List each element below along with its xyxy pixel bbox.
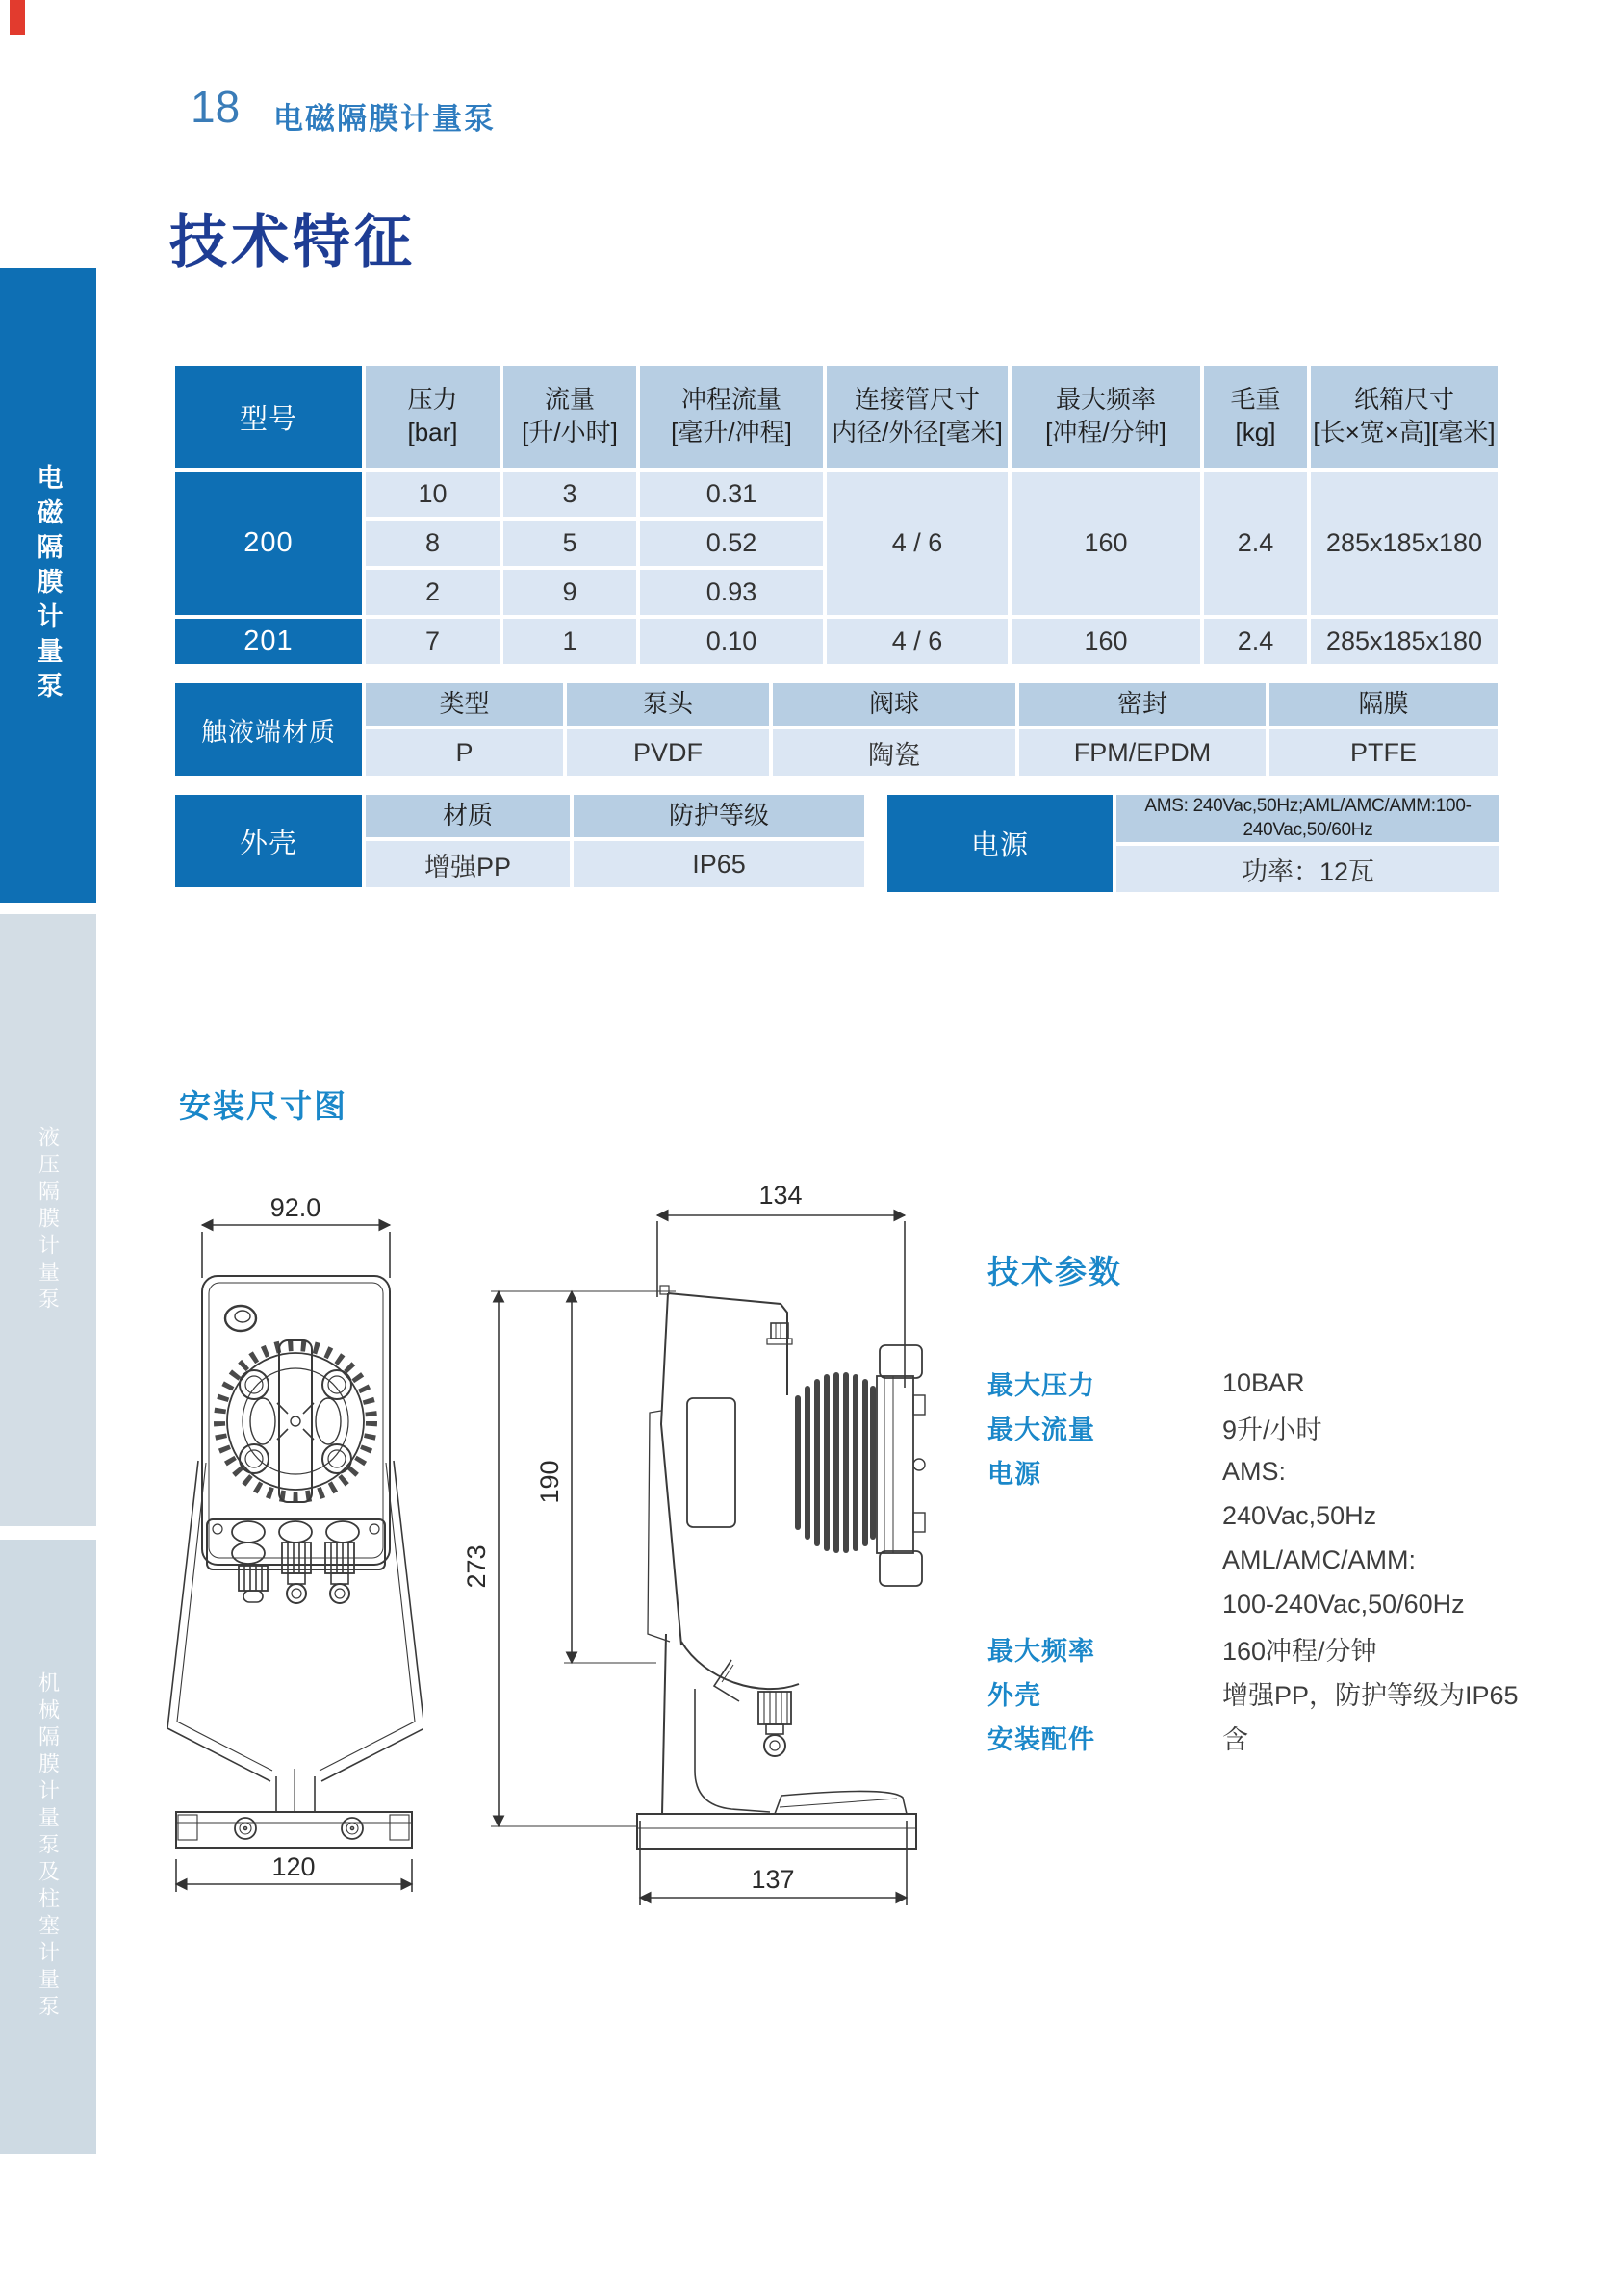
- col-header-carton: 纸箱尺寸 [长×宽×高][毫米]: [1311, 366, 1498, 468]
- param-row: [987, 1715, 1526, 1759]
- sidebar-tab-hydraulic-pump[interactable]: [0, 914, 96, 1526]
- top-knob: [771, 1323, 788, 1339]
- cell-valve-ball: 陶瓷: [773, 729, 1015, 776]
- sidebar-tab-label: 电磁隔膜计量泵: [33, 464, 63, 706]
- param-value: 增强PP，防护等级为IP65: [1222, 1680, 1519, 1710]
- param-value: 10BAR: [1222, 1367, 1305, 1397]
- param-row: [987, 1493, 1526, 1538]
- col-header-pipe-size: 连接管尺寸 内径/外径[毫米]: [827, 366, 1008, 468]
- power-label: 电源: [887, 795, 1113, 892]
- params-section-title: 技术参数: [987, 1254, 1122, 1289]
- cell-flow: 9: [503, 570, 636, 615]
- sidebar-tab-label: 液压隔膜计量泵: [36, 1126, 61, 1314]
- cell-weight: 2.4: [1204, 619, 1307, 664]
- col-header-type: 类型: [366, 683, 563, 726]
- cell-power-spec: AMS: 240Vac,50Hz;AML/AMC/AMM:100-240Vac,50/60Hz: [1116, 795, 1499, 842]
- param-value: AML/AMC/AMM:: [1222, 1544, 1417, 1574]
- dim-label-front-base: 120: [271, 1852, 316, 1881]
- head-clamp: [877, 1376, 913, 1553]
- cell-pressure: 8: [366, 521, 500, 566]
- page-number: 18: [191, 82, 241, 132]
- power-table: [884, 791, 1503, 896]
- cable-gland: [758, 1692, 791, 1756]
- vent-hole: [225, 1306, 256, 1331]
- param-value: 160冲程/分钟: [1222, 1636, 1377, 1666]
- dim-label-height-190: 190: [535, 1460, 564, 1504]
- cell-stroke-flow: 0.93: [640, 570, 823, 615]
- cell-stroke-flow: 0.52: [640, 521, 823, 566]
- cell-frequency: 160: [1012, 619, 1200, 664]
- param-value: 含: [1222, 1724, 1248, 1754]
- col-header-material: 材质: [366, 795, 570, 837]
- housing-label: 外壳: [175, 795, 362, 887]
- front-view-drawing: [135, 1193, 423, 1915]
- param-label: 最大流量: [987, 1415, 1095, 1444]
- table-row: [887, 795, 1499, 842]
- cell-pump-head: PVDF: [567, 729, 769, 776]
- dim-label-side-base: 137: [751, 1865, 795, 1894]
- cell-pressure: 2: [366, 570, 500, 615]
- col-header-protection: 防护等级: [574, 795, 864, 837]
- cell-pressure: 10: [366, 472, 500, 517]
- col-header-stroke-flow: 冲程流量 [毫升/冲程]: [640, 366, 823, 468]
- bracket-wing-left: [167, 1461, 270, 1781]
- param-value: 240Vac,50Hz: [1222, 1500, 1377, 1530]
- table-row: [175, 472, 1498, 517]
- sidebar-tab-label: 机械隔膜计量泵及柱塞计量泵: [36, 1671, 61, 2022]
- bracket-wing-right: [321, 1461, 423, 1781]
- param-label: 最大频率: [987, 1636, 1095, 1666]
- cell-pipe: 4 / 6: [827, 619, 1008, 664]
- dim-label-front-width: 92.0: [269, 1193, 321, 1222]
- spec-header-row: [175, 366, 1498, 468]
- table-row: [175, 795, 864, 837]
- col-header-weight: 毛重 [kg]: [1204, 366, 1307, 468]
- motor-fins: [795, 1372, 876, 1553]
- page-header-title: 电磁隔膜计量泵: [273, 102, 496, 136]
- col-header-model: 型号: [175, 366, 362, 468]
- param-value: 100-240Vac,50/60Hz: [1222, 1589, 1465, 1619]
- param-value: AMS:: [1222, 1456, 1287, 1486]
- cable-gland: [239, 1566, 268, 1602]
- table-row: [175, 729, 1498, 776]
- cell-material: 增强PP: [366, 841, 570, 887]
- page-corner-red-mark: [10, 0, 25, 35]
- cell-flow: 5: [503, 521, 636, 566]
- table-row: [175, 619, 1498, 664]
- cell-stroke-flow: 0.31: [640, 472, 823, 517]
- wetted-material-table: [171, 679, 1501, 779]
- dim-label-height-273: 273: [462, 1544, 491, 1589]
- param-row: [987, 1582, 1526, 1626]
- model-cell-200: 200: [175, 472, 362, 615]
- cell-protection: IP65: [574, 841, 864, 887]
- base-plate: [637, 1814, 916, 1849]
- cell-power-rating: 功率：12瓦: [1116, 846, 1499, 892]
- cell-seal: FPM/EPDM: [1019, 729, 1266, 776]
- param-label: 电源: [987, 1459, 1041, 1489]
- cell-carton: 285x185x180: [1311, 472, 1498, 615]
- col-header-diaphragm: 隔膜: [1269, 683, 1498, 726]
- dim-label-side-width: 134: [758, 1181, 803, 1210]
- cell-flow: 3: [503, 472, 636, 517]
- spec-table: [171, 362, 1501, 668]
- param-row: [987, 1449, 1526, 1493]
- param-row: [987, 1538, 1526, 1582]
- cable-gland: [282, 1543, 311, 1603]
- display-window: [687, 1398, 735, 1527]
- cell-pressure: 7: [366, 619, 500, 664]
- cell-stroke-flow: 0.10: [640, 619, 823, 664]
- cell-type: P: [366, 729, 563, 776]
- col-header-pressure: 压力 [bar]: [366, 366, 500, 468]
- param-label: 外壳: [987, 1680, 1041, 1710]
- col-header-valve-ball: 阀球: [773, 683, 1015, 726]
- drawing-section-title: 安装尺寸图: [179, 1088, 347, 1124]
- base-plate: [176, 1812, 412, 1848]
- col-header-max-frequency: 最大频率 [冲程/分钟]: [1012, 366, 1200, 468]
- stand-column: [662, 1634, 666, 1814]
- cell-weight: 2.4: [1204, 472, 1307, 615]
- table-row: [175, 683, 1498, 726]
- param-row: [987, 1405, 1526, 1449]
- col-header-seal: 密封: [1019, 683, 1266, 726]
- param-row: [987, 1626, 1526, 1671]
- side-view-drawing: [452, 1107, 943, 1920]
- page-title: 技术特征: [169, 210, 416, 274]
- cell-frequency: 160: [1012, 472, 1200, 615]
- param-label: 安装配件: [987, 1724, 1095, 1754]
- param-label: 最大压力: [987, 1370, 1095, 1400]
- cable-gland: [325, 1543, 354, 1603]
- col-header-flow: 流量 [升/小时]: [503, 366, 636, 468]
- col-header-pump-head: 泵头: [567, 683, 769, 726]
- param-value: 9升/小时: [1222, 1415, 1322, 1444]
- model-cell-201: 201: [175, 619, 362, 664]
- cell-pipe: 4 / 6: [827, 472, 1008, 615]
- cell-carton: 285x185x180: [1311, 619, 1498, 664]
- params-list: [987, 1361, 1526, 1759]
- cell-diaphragm: PTFE: [1269, 729, 1498, 776]
- cell-flow: 1: [503, 619, 636, 664]
- material-label: 触液端材质: [175, 683, 362, 776]
- param-row: [987, 1671, 1526, 1715]
- sidebar-tab-mechanical-pump[interactable]: [0, 1540, 96, 2154]
- sidebar-tab-solenoid-pump[interactable]: [0, 268, 96, 903]
- param-row: [987, 1361, 1526, 1405]
- housing-table: [171, 791, 868, 891]
